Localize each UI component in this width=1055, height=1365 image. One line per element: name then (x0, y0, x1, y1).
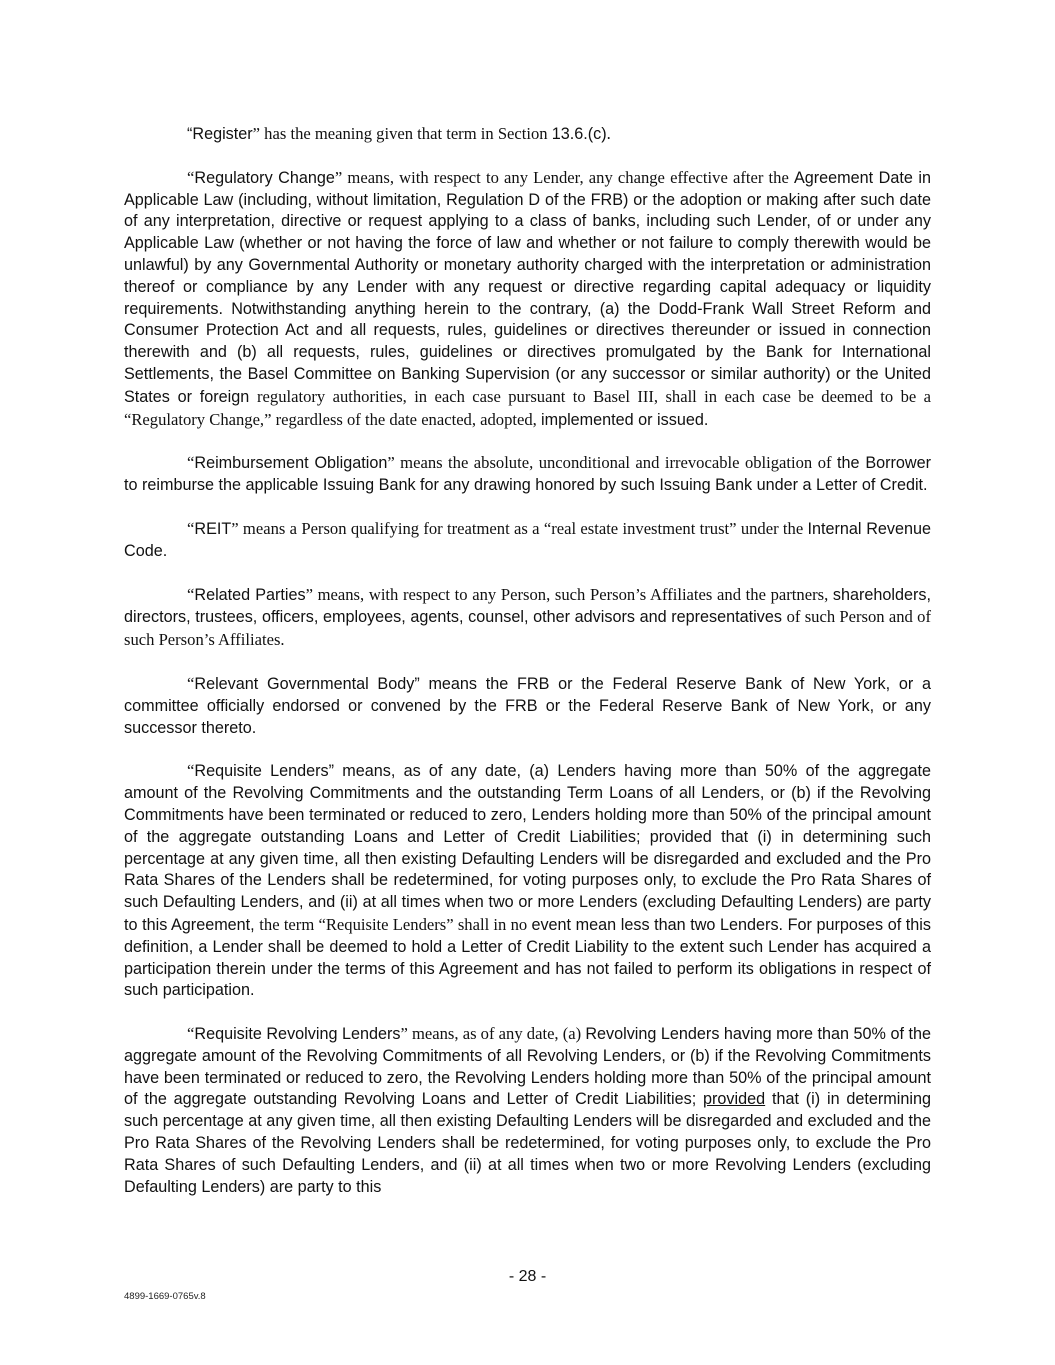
text: . (606, 124, 611, 143)
text: “ (187, 453, 195, 473)
definition-requisite-revolving-lenders (124, 1023, 931, 1198)
term: Relevant Governmental Body (194, 674, 415, 693)
definition-requisite-lenders (124, 760, 931, 1002)
text: Revolving Lenders having more than 50% of the aggregate amount of the Revolving Commitments of all Revolving Lenders, or (b) if the Revolving Commitments have been terminated or reduced to zero, the Revolving Lenders holding more than 50% of the principal amount of the aggregate outstanding Revolving Loans and Letter of Credit Liabilities; (124, 1025, 931, 1109)
provided-underlined: provided (703, 1090, 766, 1109)
text: ” has the meaning given that term in Section (252, 124, 552, 143)
term: Related Parties (194, 585, 306, 604)
definition-reimbursement-obligation (124, 452, 931, 497)
section-reference: 13.6.(c) (551, 125, 607, 143)
text: the Borrower to reimburse the applicable Issuing Bank for any drawing honored by such Issuing Bank under a Letter of Credit. (124, 454, 931, 495)
text: regulatory authorities, in each case pursuant to Basel III, shall in each case be deemed to be a “Regulatory Change,” regardless of the date enacted, adopted, (124, 386, 931, 429)
text: “ (187, 518, 195, 538)
term: Requisite Lenders (194, 762, 329, 781)
term: Reimbursement Obligation (194, 454, 388, 473)
text: implemented or issued. (540, 410, 709, 429)
text: ” means the FRB or the Federal Reserve Bank of New York, or a committee officially endorsed or convened by the FRB or the Federal Reserve Bank of New York, or any successor thereto. (124, 674, 931, 737)
term: Requisite Revolving Lenders (194, 1025, 401, 1044)
text: “ (187, 761, 195, 781)
text: “ (187, 1024, 195, 1044)
term: Regulatory Change (194, 168, 335, 187)
text: the term “Requisite Lenders” shall in no (259, 914, 532, 934)
page-number: - 28 - (508, 1268, 547, 1285)
text: “ (187, 673, 195, 693)
text: ” means, with respect to any Lender, any change effective after the (334, 167, 794, 187)
text: “ (187, 584, 195, 604)
definition-register (124, 123, 931, 146)
definition-related-parties (124, 584, 931, 652)
text: Internal Revenue Code. (124, 519, 931, 560)
text: event mean less than two Lenders. For purposes of this definition, a Lender shall be deemed to hold a Letter of Credit Liability to the extent such Lender has acquired a participation therein under the terms of this Agreement and has not failed to perform its obligations in respect of such participation. (124, 915, 932, 1000)
text: ” means, as of any date, (a) Lenders having more than 50% of the aggregate amount of the Revolving Commitments and the outstanding Term Loans of all Lenders, or (b) if the Revolving Commitments have been terminated or reduced to zero, Lenders holding more than 50% of the principal amount of the aggregate outstanding Loans and Letter of Credit Liabilities; provided that (i) in determining such percentage at any given time, all then existing Defaulting Lenders will be disregarded and excluded and the Pro Rata Shares of the Lenders shall be redetermined, for voting purposes only, to exclude the Pro Rata Shares of such Defaulting Lenders, and (ii) at all times when two or more Lenders (excluding Defaulting Lenders) are party to this Agreement, (124, 762, 931, 934)
text: ” means, with respect to any Person, such Person’s Affiliates and the partners, (305, 584, 833, 604)
text: that (i) in determining such percentage at any given time, all then existing Defaulting Lenders will be disregarded and excluded and the Pro Rata Shares of the Revolving Lenders shall be redetermined, for voting purposes only, to exclude the Pro Rata Shares of such Defaulting Lenders, and (ii) at all times when two or more Revolving Lenders (excluding Defaulting Lenders) are party to this (124, 1090, 931, 1196)
definition-relevant-governmental-body (124, 673, 931, 739)
document-body (124, 123, 931, 1219)
text: shareholders, directors, trustees, officers, employees, agents, counsel, other advisors and representatives (124, 585, 931, 627)
term: REIT (194, 519, 232, 538)
text: of such Person and of such Person’s Affiliates. (124, 607, 931, 650)
text: “ (187, 167, 195, 187)
text: ” means a Person qualifying for treatment as a “real estate investment trust” under the (231, 518, 808, 538)
definition-regulatory-change (124, 167, 931, 432)
text: ” means, as of any date, (a) (400, 1024, 586, 1044)
definition-reit (124, 518, 931, 563)
term: “Register (187, 125, 253, 143)
document-id: 4899-1669-0765v.8 (124, 1291, 206, 1302)
text: Agreement Date in Applicable Law (including, without limitation, Regulation D of the FRB) or the adoption or making after such date of any interpretation, directive or request applying to a class of banks, including such Lender, of or under any Applicable Law (whether or not having the force of law and whether or not failure to comply therewith would be unlawful) by any Governmental Authority or monetary authority charged with the interpretation or administration thereof or compliance by any Lender with any request or directive regarding capital adequacy or liquidity requirements. Notwithstanding anything herein to the contrary, (a) the Dodd-Frank Wall Street Reform and Consumer Protection Act and all requests, rules, guidelines or directives thereunder or issued in connection therewith and (b) all requests, rules, guidelines or directives promulgated by the Bank for International Settlements, the Basel Committee on Banking Supervision (or any successor or similar authority) or the United States or foreign (124, 168, 931, 406)
text: ” means the absolute, unconditional and irrevocable obligation of (387, 453, 837, 473)
